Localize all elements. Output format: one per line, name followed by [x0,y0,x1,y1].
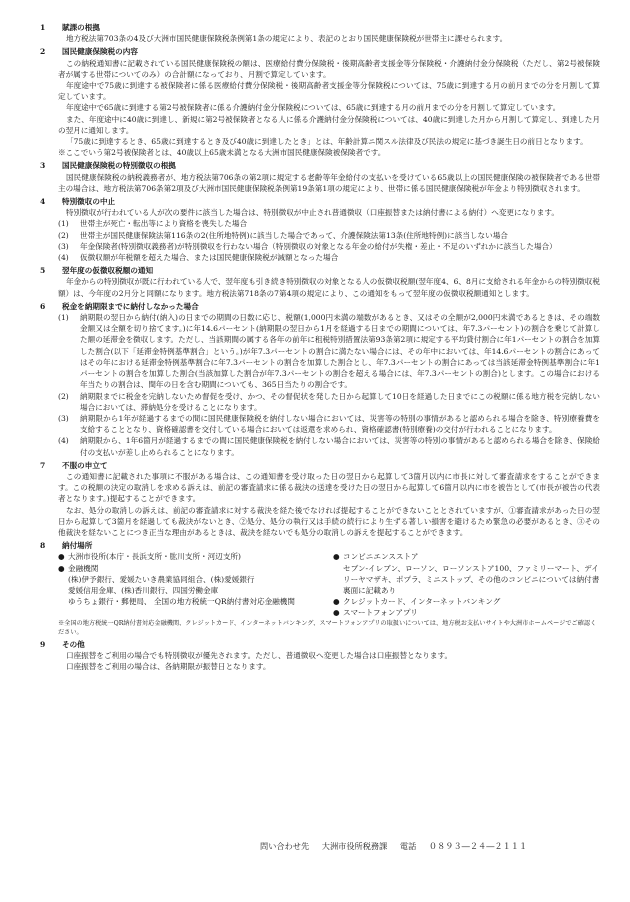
payment-note: ※全国の地方税統一QR納付書対応金融機関、クレジットカード、インターネットバンキング、スマートフォンアプリの取扱いについては、地方税お支払いサイトや大洲市ホームページでご確認ください。 [58,619,597,636]
section-7 [40,460,600,538]
section-3 [40,160,600,194]
item-text: 納期限から、1年6箇月が経過するまでの間に国民健康保険税を納付しない場合においては、災害等の特別の事情があると認められる場合を除き、保険給付の支払いが差し止められることになります。 [80,436,600,457]
list-item [40,218,600,229]
item-marker: (2) [58,391,69,401]
section-number: 3 [40,161,46,171]
paragraph: 「75歳に到達するとき、65歳に到達するとき及び40歳に到達したとき」とは、年齢計算ニ関スル法律及び民法の規定に基づき誕生日の前日となります。 [66,137,588,147]
paragraph: 国民健康保険税の納税義務者が、地方税法第706条の第2項に規定する老齢等年金給付の支払いを受けている65歳以上の国民健康保険の被保険者である世帯主の場合は、地方税法第706条第2項及び大洲市国民健康保険税条例第19条第1項の規定により、世帯に係る国民健康保険税が年金より特別徴収されます。 [58,172,600,193]
paragraph: 年度途中で65歳に到達する第2号被保険者に係る介護納付金分保険税については、65歳に到達する月の前月までの分を月割して算定しています。 [66,103,561,113]
bullet [333,563,343,597]
item-marker: (3) [58,241,69,251]
item-text: セブン-イレブン、ローソン、ローソンストア100、ファミリーマート、デイリーヤマザキ、ポプラ、ミニストップ、その他のコンビニについては納付書裏面に記載あり [343,563,600,595]
item-marker: (1) [58,313,69,323]
section-number: 4 [40,197,46,207]
list-item [333,563,600,597]
item-text: 世帯主が国民健康保険法第116条の2(住所地特例)に該当した場合であって、介護保険法第13条(住所地特例)に該当しない場合 [80,230,508,240]
item-text: 納期限から1年が経過するまでの間に国民健康保険税を納付しない場合においては、災害等の特別の事情があると認められる場合を除き、特別療養費を支給することとなり、資格確認書を交付している場合においては返還を求められ、資格確認書(特別療養)の交付が行われることになります。 [80,413,600,435]
payment-places [40,551,600,618]
section-number: 2 [40,47,46,57]
paragraph: この通知書に記載された事項に不服がある場合は、この通知書を受け取った日の翌日から起算して3箇月以内に市長に対して審査請求をすることができます。この税額の決定の取消しを求める訴えは、前記の審査請求に係る裁決の送達を受けた日の翌日から起算して6箇月以内に市を被告として(市長が被告の代表者となります。)提起することができます。 [58,471,600,504]
paragraph: 口座振替をご利用の場合は、各納期限が振替日となります。 [66,661,271,671]
tax-notice-document [40,22,600,674]
item-text: ゆうちょ銀行・郵便局、 全国の地方税統一QR納付書対応金融機関 [68,597,295,607]
contact-phone-label: 電話 [399,841,417,851]
section-title: 税金を納期限までに納付しなかった場合 [62,301,199,311]
item-text: スマートフォンアプリ [343,608,418,618]
section-4 [40,196,600,263]
section-heading [40,639,600,650]
item-text: 大洲市役所(本庁・長浜支所・肱川支所・河辺支所) [68,552,241,562]
list-item [333,596,600,607]
list-item [58,596,325,607]
list-item [40,312,600,390]
contact-info [260,840,600,852]
payment-right-column [325,551,600,618]
section-number: 6 [40,301,46,311]
section-5 [40,265,600,299]
section-title: 翌年度の仮徴収税額の通知 [62,266,154,276]
list-item [58,585,325,596]
section-6 [40,301,600,458]
paragraph: 口座振替をご利用の場合でも特別徴収が優先されます。ただし、普通徴収へ変更した場合は口座振替となります。 [66,650,453,660]
section-title: 納付場所 [62,541,93,551]
paragraph: また、年度途中に40歳に到達し、新規に第2号被保険者となる人に係る介護納付金分保険税については、40歳に到達した月から月割して算定し、到達した月の翌月に通知します。 [58,114,600,135]
bullet: ● [58,552,65,562]
section-heading [40,46,600,57]
item-text: クレジットカード、インターネットバンキング [343,597,501,607]
item-marker: (4) [58,436,69,446]
contact-label: 問い合わせ先 [260,841,310,851]
contact-office: 大洲市役所税務課 [321,841,388,851]
section-title: 国民健康保険税の特別徴収の根拠 [62,161,176,171]
bullet [58,574,68,585]
bullet [58,585,68,596]
payment-left-column [58,551,325,618]
paragraph: なお、処分の取消しの訴えは、前記の審査請求に対する裁決を経た後でなければ提起することができないこととされていますが、①審査請求があった日の翌日から起算して3箇月を経過しても裁決がないとき、②処分、処分の執行又は手続の続行により生ずる著しい損害を避けるため緊急の必要があるとき、③その他裁決を経ないことにつき正当な理由があるときは、裁決を経ないでも処分の取消しの訴えを提起することができます。 [58,505,600,537]
section-number: 5 [40,266,46,276]
section-heading [40,160,600,171]
section-heading [40,265,600,276]
item-text: 仮徴収額が年税額を超えた場合、または国民健康保険税が減額となった場合 [80,253,339,263]
paragraph: 年金からの特別徴収が既に行われている人で、翌年度も引き続き特別徴収の対象となる人の仮徴収税額(翌年度4、6、8月に支給される年金からの特別徴収税額）は、今年度の2月分と同額になります。地方税法第718条の7第4項の規定により、この通知をもって翌年度の仮徴収税額通知とします。 [58,277,600,298]
bullet: ● [333,552,340,562]
section-1 [40,22,600,44]
section-title: 国民健康保険税の内容 [62,47,138,57]
section-8 [40,540,600,636]
section-title: 賦課の根拠 [62,23,100,32]
contact-phone: ０８９３―２４―２１１１ [428,841,528,851]
section-heading [40,301,600,312]
item-text: 年金保険者(特別徴収義務者)が特別徴収を行わない場合（特別徴収の対象となる年金の給付が失権・差止・不足のいずれかに該当した場合） [80,241,557,251]
item-text: 納期限までに税金を完納しないため督促を受け、かつ、その督促状を発した日から起算して10日を経過した日までにこの税額に係る地方税を完納しない場合においては、滞納処分を受けることになります。 [80,391,600,412]
section-heading [40,22,600,33]
section-number: 8 [40,541,46,551]
item-marker: (4) [58,253,69,263]
list-item [40,435,600,457]
list-item [40,230,600,241]
item-text: 金融機関 [68,563,99,573]
section-title: 不服の申立て [62,460,108,470]
bullet [58,596,68,607]
section-number: 9 [40,639,46,649]
paragraph: 特別徴収が行われている人が次の要件に該当した場合は、特別徴収が中止され普通徴収（口座振替または納付書による納付）へ変更になります。 [66,208,559,218]
section-title: 特別徴収の中止 [62,197,116,207]
section-heading [40,196,600,207]
section-9 [40,639,600,673]
section-number: 7 [40,460,46,470]
paragraph: この納税通知書に記載されている国民健康保険税の額は、医療給付費分保険税・後期高齢者支援金等分保険税・介護納付金分保険税（ただし、第2号被保険者が属する世帯についてのみ）の合計額になっており、月割で算定しています。 [58,58,600,79]
list-item [40,413,600,435]
list-item [40,241,600,252]
item-text: 納期限の翌日から納付(納入)の日までの期間の日数に応じ、税額(1,000円未満の端数があるとき、又はその全額が2,000円未満であるときは、その端数金額又は全額を切り捨てます。)に年14.6パーセント(納期限の翌日から1月を経過する日までの期間については、年7.3パーセント)の割合を乗じて計算した額の延滞金を徴収します。ただし、当該期間の属する各年の前年に租税特別措置法第93条第2項に規定する平均貸付割合に年1パーセントの割合を加算した割合(以下「延滞金特例基準割合」という。)が年7.3パーセントの割合に満たない場合には、その年中においては、年14.6パーセントの割合にあってはその年における延滞金特例基準割合に年7.3パーセントの割合を加算した割合とし、年7.3パーセントの割合にあっては当該延滞金特例基準割合に年1パーセントの割合を加算した割合(当該加算した割合が年7.3パーセントの割合を超える場合には、年7.3パーセントの割合)とします。この場合における年当たりの割合は、閏年の日を含む期間についても、365日当たりの割合です。 [80,313,600,390]
list-item [58,551,325,562]
bullet: ● [333,597,340,607]
paragraph: 地方税法第703条の4及び大洲市国民健康保険税条例第1条の規定により、表記のとおり国民健康保険税が世帯主に課せられます。 [66,34,508,44]
item-text: 愛媛信用金庫、(株)香川銀行、四国労働金庫 [68,585,219,595]
section-2 [40,46,600,158]
list-item [40,391,600,413]
bullet: ● [58,563,65,573]
list-item [40,252,600,263]
note: ※ここでいう第2号被保険者とは、40歳以上65歳未満となる大洲市国民健康保険被保険者です。 [58,148,386,158]
list-item [333,607,600,618]
item-marker: (3) [58,413,69,423]
item-text: 世帯主が死亡・転出等により資格を喪失した場合 [80,219,248,229]
list-item [333,551,600,562]
bullet: ● [333,608,340,618]
paragraph: 年度途中で75歳に到達する被保険者に係る医療給付費分保険税・後期高齢者支援金等分保険税については、75歳に到達する月の前月までの分を月割して算定しています。 [58,81,600,102]
section-heading [40,540,600,551]
list-item [58,563,325,574]
item-text: (株)伊予銀行、愛媛たいき農業協同組合、(株)愛媛銀行 [68,574,255,584]
section-number: 1 [40,23,46,32]
item-marker: (1) [58,219,69,229]
section-title: その他 [62,639,85,649]
item-marker: (2) [58,230,69,240]
section-heading [40,460,600,471]
list-item [58,574,325,585]
item-text: コンビニエンスストア [343,552,419,562]
